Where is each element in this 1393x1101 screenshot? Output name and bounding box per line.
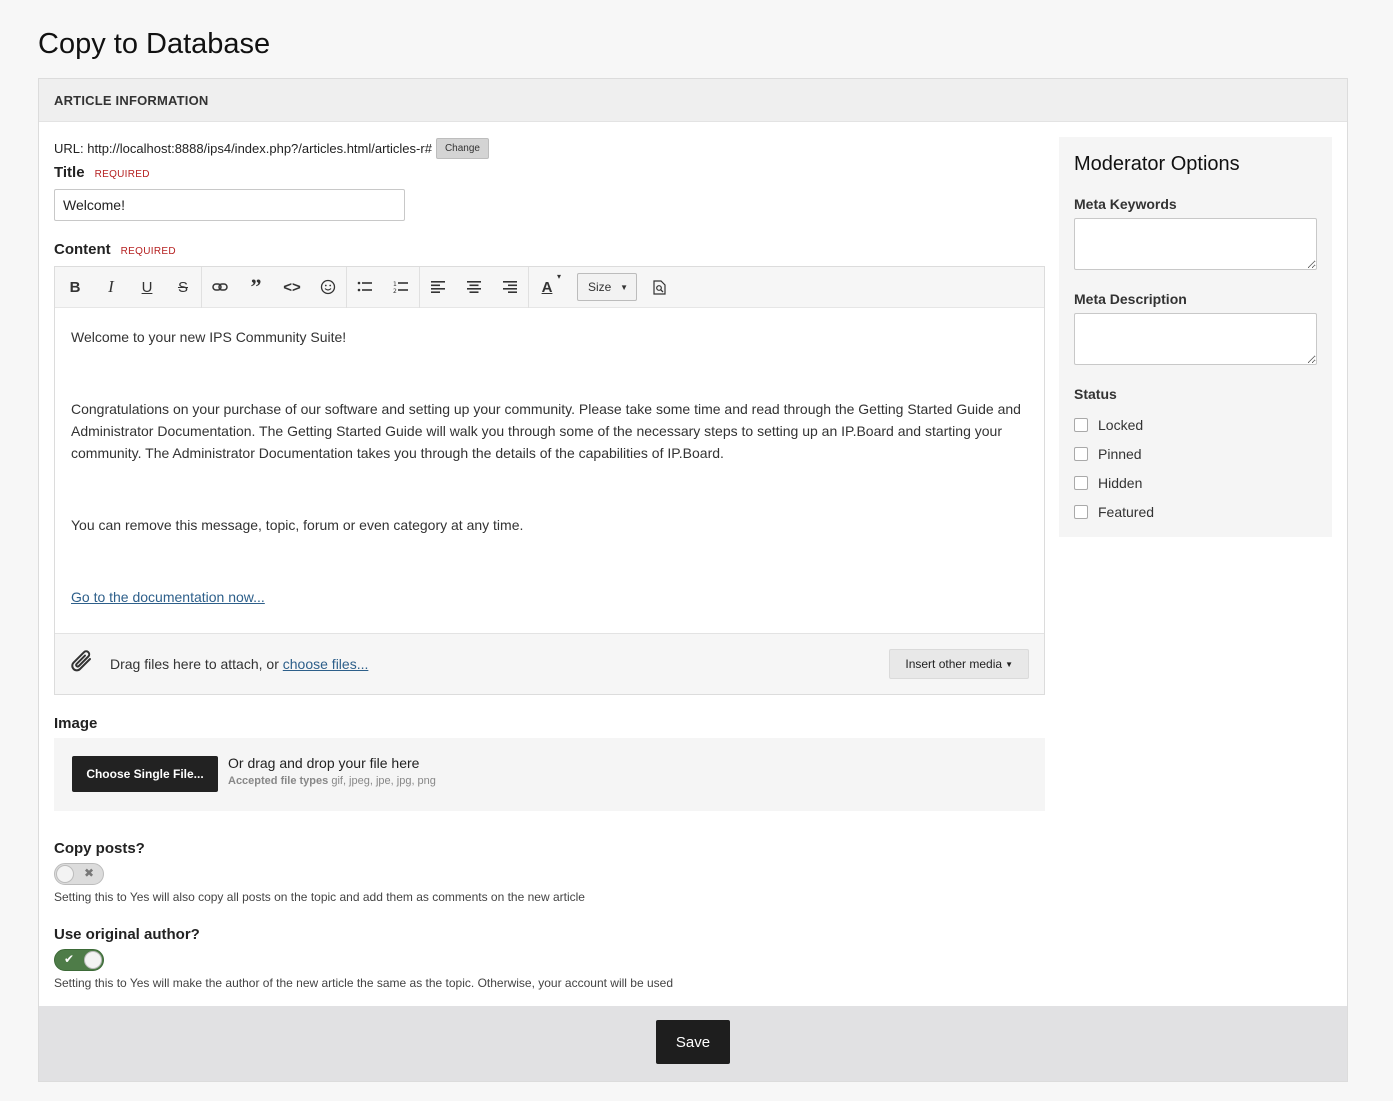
toggle-knob	[56, 865, 74, 883]
meta-keywords-label: Meta Keywords	[1074, 196, 1177, 212]
moderator-options-panel	[1059, 137, 1332, 537]
attachment-bar	[55, 633, 1044, 694]
change-url-button[interactable]: Change	[436, 138, 489, 159]
choose-single-file-button[interactable]: Choose Single File...	[72, 756, 218, 792]
accepted-file-types	[228, 775, 436, 787]
content-required-badge: REQUIRED	[120, 246, 176, 257]
link-icon[interactable]	[202, 272, 238, 302]
url-label: URL:	[54, 141, 84, 156]
form-footer	[39, 1006, 1347, 1081]
featured-checkbox[interactable]	[1074, 505, 1088, 519]
numbered-list-icon[interactable]	[383, 272, 419, 302]
align-left-icon[interactable]	[420, 272, 456, 302]
documentation-link[interactable]: Go to the documentation now...	[71, 589, 265, 605]
editor-toolbar	[55, 267, 1044, 308]
panel-header: ARTICLE INFORMATION	[39, 79, 1347, 122]
quote-icon[interactable]: ”	[250, 274, 262, 299]
moderator-options-title: Moderator Options	[1074, 153, 1240, 175]
font-size-dropdown[interactable]	[577, 273, 637, 301]
url-value: http://localhost:8888/ips4/index.php?/articles.html/articles-r#	[87, 141, 432, 156]
save-button[interactable]: Save	[656, 1020, 730, 1064]
bold-icon[interactable]: B	[69, 278, 81, 296]
status-option-label: Featured	[1098, 504, 1155, 520]
text-color-icon[interactable]: A ▾	[541, 272, 561, 296]
status-option-hidden[interactable]	[1074, 475, 1142, 491]
editor-content[interactable]	[55, 308, 1044, 608]
hidden-checkbox[interactable]	[1074, 476, 1088, 490]
insert-other-media-button[interactable]	[889, 649, 1029, 679]
paperclip-icon	[70, 648, 96, 681]
drag-drop-text: Or drag and drop your file here	[228, 755, 420, 771]
align-right-icon[interactable]	[492, 272, 528, 302]
status-option-label: Locked	[1098, 417, 1144, 433]
emoji-icon[interactable]	[310, 272, 346, 302]
font-size-label: Size	[588, 280, 612, 294]
pinned-checkbox[interactable]	[1074, 447, 1088, 461]
status-option-featured[interactable]	[1074, 504, 1154, 520]
svg-text:2: 2	[393, 288, 397, 294]
meta-keywords-field[interactable]	[1074, 218, 1317, 270]
choose-files-link[interactable]: choose files...	[282, 656, 369, 672]
copy-posts-label: Copy posts?	[54, 840, 145, 857]
title-label-text: Title	[54, 164, 85, 181]
check-icon: ✔	[64, 952, 75, 966]
bulleted-list-icon[interactable]	[347, 272, 383, 302]
editor-paragraph: You can remove this message, topic, forum or even category at any time.	[71, 517, 524, 533]
attach-text: Drag files here to attach, or	[110, 656, 279, 672]
locked-checkbox[interactable]	[1074, 418, 1088, 432]
image-label: Image	[54, 715, 98, 732]
accepted-types-label: Accepted file types	[228, 775, 329, 787]
italic-icon[interactable]: I	[108, 277, 114, 296]
caret-down-icon: ▼	[620, 282, 628, 292]
code-icon[interactable]: <>	[283, 278, 301, 296]
copy-posts-toggle[interactable]	[54, 863, 104, 885]
preview-icon[interactable]	[641, 272, 677, 302]
toggle-knob	[84, 951, 102, 969]
page-title: Copy to Database	[38, 28, 271, 60]
status-label: Status	[1074, 386, 1117, 402]
caret-down-icon: ▼	[1005, 659, 1013, 669]
align-center-icon[interactable]	[456, 272, 492, 302]
meta-description-label: Meta Description	[1074, 291, 1187, 307]
status-option-label: Pinned	[1098, 446, 1142, 462]
editor-paragraph: Welcome to your new IPS Community Suite!	[71, 329, 347, 345]
editor-paragraph: Congratulations on your purchase of our software and setting up your community. Please take some time and read through the Getting Started Guide and Administrator Documentation. The Getting Started Guide will walk you through some of the necessary steps to setting up an IP.Board and starting your community. The Administrator Documentation takes you through the details of the capabilities of IP.Board.	[71, 401, 1021, 461]
accepted-types-list: gif, jpeg, jpe, jpg, png	[331, 775, 436, 787]
title-label	[54, 164, 150, 181]
original-author-label: Use original author?	[54, 926, 200, 943]
underline-icon[interactable]: U	[141, 278, 153, 296]
status-option-pinned[interactable]	[1074, 446, 1142, 462]
original-author-toggle[interactable]	[54, 949, 104, 971]
title-required-badge: REQUIRED	[94, 169, 150, 180]
attach-instructions	[110, 656, 368, 672]
strikethrough-icon[interactable]: S	[177, 278, 188, 296]
content-label-text: Content	[54, 241, 111, 258]
copy-posts-help: Setting this to Yes will also copy all posts on the topic and add them as comments on the new article	[54, 890, 585, 904]
insert-media-label: Insert other media	[905, 657, 1003, 671]
x-icon: ✖	[84, 866, 95, 880]
status-option-locked[interactable]	[1074, 417, 1143, 433]
rich-text-editor	[54, 266, 1045, 695]
original-author-help: Setting this to Yes will make the author of the new article the same as the topic. Otherwise, your account will be used	[54, 976, 673, 990]
status-option-label: Hidden	[1098, 475, 1143, 491]
content-label	[54, 241, 176, 258]
image-upload-area[interactable]	[54, 738, 1045, 811]
meta-description-field[interactable]	[1074, 313, 1317, 365]
title-input[interactable]	[54, 189, 405, 221]
url-row	[54, 138, 489, 159]
article-form-panel	[38, 78, 1348, 1082]
svg-text:1: 1	[393, 281, 397, 288]
